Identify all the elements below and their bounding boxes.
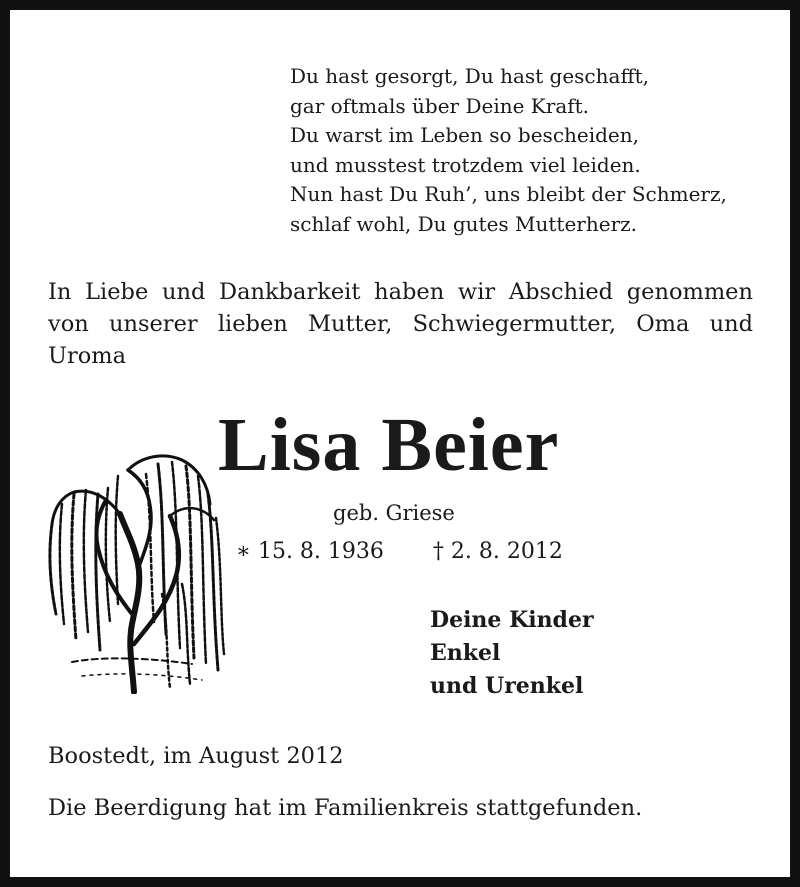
deceased-name: Lisa Beier: [218, 403, 560, 487]
poem-line: Du hast gesorgt, Du hast geschafft,: [290, 64, 650, 88]
signer-line: Deine Kinder: [430, 607, 594, 633]
place-date: Boostedt, im August 2012: [48, 743, 344, 769]
poem-line: Nun hast Du Ruh’, uns bleibt der Schmerz,: [290, 182, 727, 206]
birth-date: ∗ 15. 8. 1936: [236, 539, 384, 564]
death-date: † 2. 8. 2012: [432, 539, 563, 564]
signer-line: Enkel: [430, 640, 501, 666]
poem-line: schlaf wohl, Du gutes Mutterherz.: [290, 211, 638, 236]
signers: [430, 604, 594, 703]
weeping-willow-icon: [42, 444, 227, 694]
intro-text: In Liebe und Dankbarkeit haben wir Abschied genommen von unserer lieben Mutter, Schwiegermutter, Oma und Uroma: [48, 279, 753, 369]
maiden-name: geb. Griese: [333, 501, 455, 525]
poem-line: Du warst im Leben so bescheiden,: [290, 123, 640, 147]
poem-line: gar oftmals über Deine Kraft.: [290, 93, 590, 118]
funeral-note: Die Beerdigung hat im Familienkreis stattgefunden.: [48, 795, 643, 821]
poem-line: und musstest trotzdem viel leiden.: [290, 152, 641, 177]
signer-line: und Urenkel: [430, 673, 584, 699]
poem: [290, 62, 727, 239]
life-dates: [236, 536, 563, 568]
